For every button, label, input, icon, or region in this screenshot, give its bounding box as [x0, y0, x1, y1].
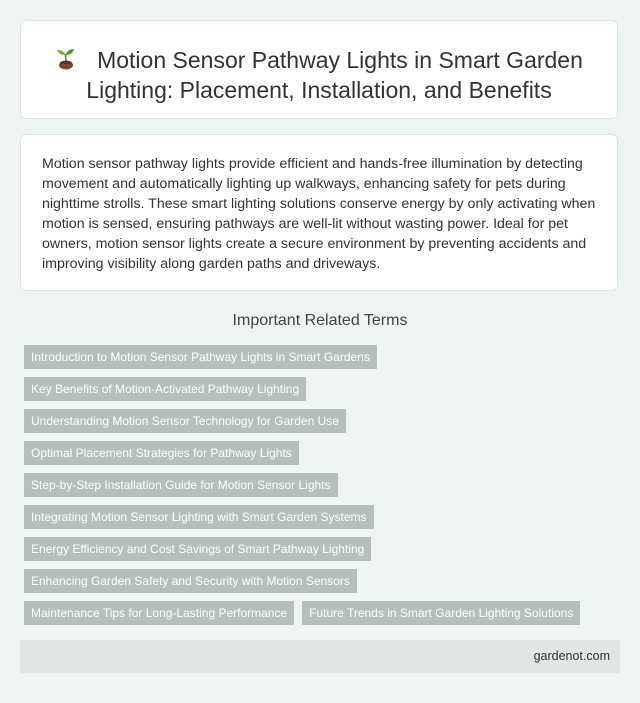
sprout-icon	[55, 48, 77, 70]
footer-bar	[20, 640, 620, 673]
page-title: Motion Sensor Pathway Lights in Smart Garden Lighting: Placement, Installation, and Benefits	[86, 47, 583, 103]
term-tag[interactable]: Integrating Motion Sensor Lighting with Smart Garden Systems	[24, 505, 374, 529]
term-row	[24, 505, 620, 529]
description-text: Motion sensor pathway lights provide efficient and hands-free illumination by detecting movement and automatically lighting up walkways, enhancing safety for pets during nighttime strolls. These smart lighting solutions conserve energy by only activating when motion is sensed, ensuring pathways are well-lit without wasting power. Ideal for pet owners, motion sensor lights create a secure environment by preventing accidents and improving visibility along garden paths and driveways.	[42, 156, 596, 272]
term-row	[24, 473, 620, 497]
term-row	[24, 569, 620, 593]
term-tag[interactable]: Step-by-Step Installation Guide for Motion Sensor Lights	[24, 473, 338, 497]
term-row	[24, 345, 620, 369]
term-tag[interactable]: Future Trends in Smart Garden Lighting Solutions	[302, 601, 580, 625]
term-tag[interactable]: Enhancing Garden Safety and Security with Motion Sensors	[24, 569, 357, 593]
related-terms-list	[24, 345, 620, 633]
term-row	[24, 601, 620, 625]
term-tag[interactable]: Introduction to Motion Sensor Pathway Lights in Smart Gardens	[24, 345, 377, 369]
term-row	[24, 377, 620, 401]
page-title-container	[21, 45, 617, 105]
term-row	[24, 409, 620, 433]
term-tag[interactable]: Optimal Placement Strategies for Pathway Lights	[24, 441, 299, 465]
term-tag[interactable]: Key Benefits of Motion-Activated Pathway Lighting	[24, 377, 306, 401]
related-terms-heading: Important Related Terms	[232, 312, 408, 329]
term-tag[interactable]: Understanding Motion Sensor Technology for Garden Use	[24, 409, 346, 433]
term-tag[interactable]: Energy Efficiency and Cost Savings of Smart Pathway Lighting	[24, 537, 371, 561]
term-tag[interactable]: Maintenance Tips for Long-Lasting Performance	[24, 601, 294, 625]
title-card	[20, 20, 618, 119]
description-card	[20, 134, 618, 291]
term-row	[24, 441, 620, 465]
term-row	[24, 537, 620, 561]
footer-site-link[interactable]: gardenot.com	[533, 649, 610, 663]
